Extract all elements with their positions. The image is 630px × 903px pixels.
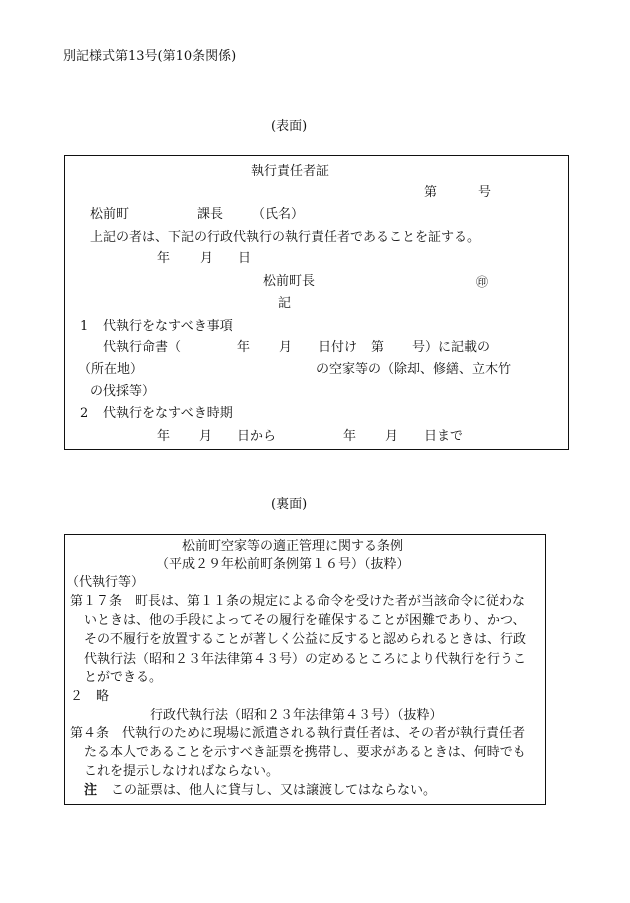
certificate-title: 執行責任者証 <box>251 164 330 179</box>
order-line-year: 年 <box>237 340 251 355</box>
article4-line: これを提示しなければならない。 <box>84 764 280 779</box>
issuer-title: 松前町長 <box>263 274 316 289</box>
article17-line: いときは、他の手段によってその履行を確保することが困難であり、かつ、 <box>84 613 526 628</box>
item1-heading: 代執行をなすべき事項 <box>103 319 233 334</box>
front-side-label: (表面) <box>271 119 308 134</box>
issue-date-year: 年 <box>157 251 171 266</box>
order-line-day: 日付け <box>318 340 358 355</box>
holder-name-label: （氏名） <box>252 207 305 222</box>
period-from-day: 日から <box>237 429 277 444</box>
location-label: （所在地） <box>78 362 144 377</box>
item2-number: 2 <box>80 406 89 421</box>
article17-line: 第１７条 町長は、第１１条の規定による命令を受けた者が当該命令に従わな <box>70 594 526 609</box>
number-prefix: 第 <box>424 185 438 200</box>
order-line-tail: 号）に記載の <box>412 340 491 355</box>
order-line-no-prefix: 第 <box>371 340 385 355</box>
period-to-day: 日まで <box>424 429 464 444</box>
article17-line: とができる。 <box>84 670 163 685</box>
seal-mark: ㊞ <box>476 275 489 289</box>
period-to-year: 年 <box>343 429 357 444</box>
act-title: 行政代執行法（昭和２３年法律第４３号）（抜粋） <box>150 708 443 723</box>
paragraph2: ２ 略 <box>70 689 110 704</box>
period-from-year: 年 <box>157 429 171 444</box>
section-heading: （代執行等） <box>66 575 145 590</box>
ordinance-title: 松前町空家等の適正管理に関する条例 <box>182 539 404 554</box>
holder-town: 松前町 <box>90 207 130 222</box>
back-side-label: (裏面) <box>271 497 308 512</box>
item1-number: 1 <box>80 319 89 334</box>
ki-heading: 記 <box>278 296 292 311</box>
form-number: 別記様式第13号(第10条関係) <box>63 49 237 64</box>
article17-line: 代執行法（昭和２３年法律第４３号）の定めるところにより代執行を行うこ <box>84 652 527 667</box>
item2-heading: 代執行をなすべき時期 <box>103 406 233 421</box>
article17-line: その不履行を放置することが著しく公益に反すると認められるときは、行政 <box>84 632 527 647</box>
period-from-month: 月 <box>199 429 213 444</box>
issue-date-month: 月 <box>200 251 214 266</box>
item1-continuation: の伐採等） <box>90 384 156 399</box>
order-line-month: 月 <box>279 340 293 355</box>
number-suffix: 号 <box>478 185 492 200</box>
period-to-month: 月 <box>385 429 399 444</box>
issue-date-day: 日 <box>238 251 252 266</box>
holder-section: 課長 <box>197 207 224 222</box>
article4-line: たる本人であることを示すべき証票を携帯し、要求があるときは、何時でも <box>84 745 526 760</box>
order-line-lead: 代執行命書（ <box>103 340 182 355</box>
note-label: 注 <box>84 783 98 798</box>
article4-line: 第４条 代執行のために現場に派遣される執行責任者は、その者が執行責任者 <box>70 726 526 741</box>
note-text: この証票は、他人に貸与し、又は譲渡してはならない。 <box>111 783 437 798</box>
location-tail: の空家等の（除却、修繕、立木竹 <box>316 362 512 377</box>
certify-text: 上記の者は、下記の行政代執行の執行責任者であることを証する。 <box>90 230 481 245</box>
ordinance-reference: （平成２９年松前町条例第１６号）（抜粋） <box>156 557 410 572</box>
